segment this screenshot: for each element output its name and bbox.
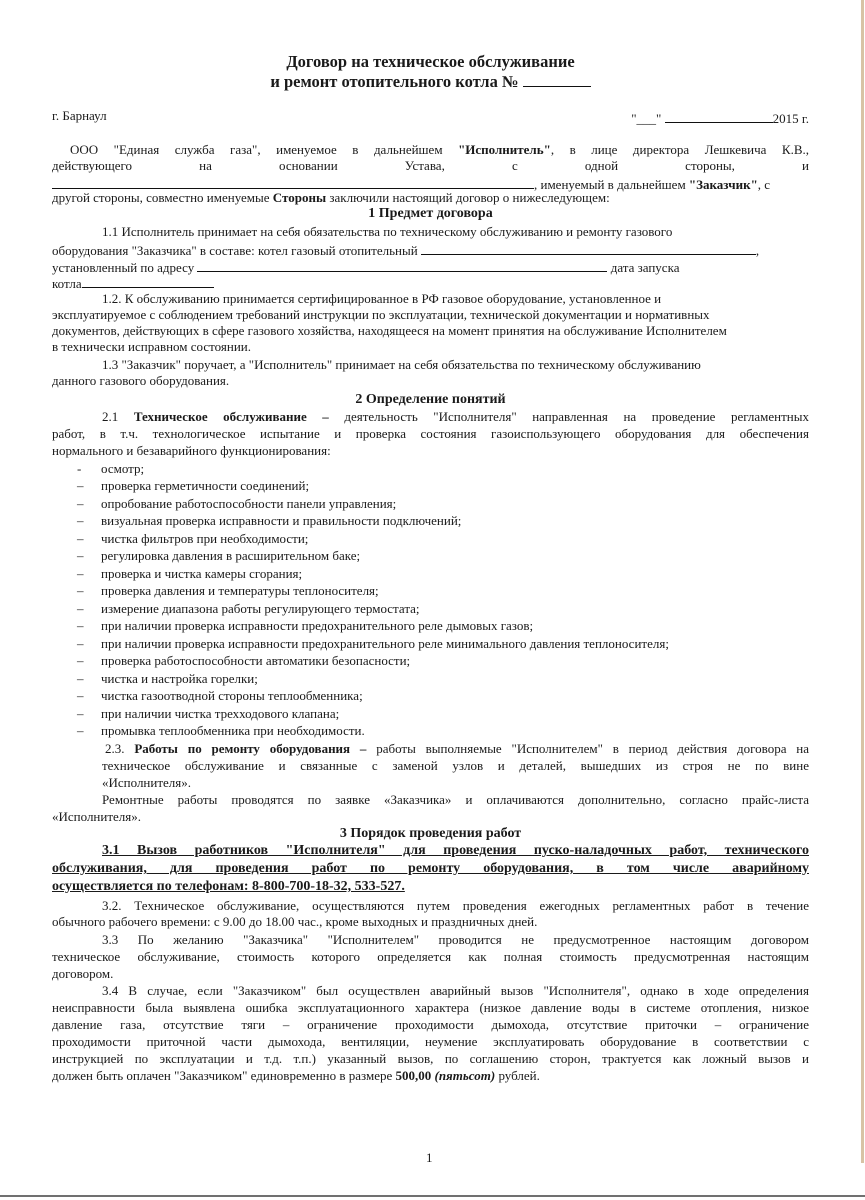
month-blank [665, 108, 773, 123]
amount-in-words: (пятьсот) [434, 1068, 496, 1083]
s2-p3-line3: «Исполнителя». [102, 775, 192, 790]
section-1-heading: 1 Предмет договора [368, 206, 493, 221]
text: визуальная проверка исправности и правильности подключений; [101, 513, 462, 528]
parties-term: Стороны [272, 190, 327, 205]
text: при наличии проверка исправности предохранительного реле дымовых газов; [101, 618, 534, 633]
false-call-amount: 500,00 [395, 1068, 432, 1083]
text: рублей. [495, 1068, 540, 1083]
dash: – [77, 636, 84, 651]
s1-p2-line2: эксплуатируемое с соблюдением требований инструкции по эксплуатации, технической документации и нормативных [52, 307, 710, 322]
text: проверка работоспособности автоматики безопасности; [101, 653, 411, 668]
address-blank [197, 257, 607, 272]
dash: – [77, 566, 84, 581]
text: 2.3. [105, 741, 135, 756]
text: чистка фильтров при необходимости; [101, 531, 309, 546]
text: , именуемый в дальнейшем [534, 177, 689, 192]
text: проверка и чистка камеры сгорания; [101, 566, 303, 581]
text: котла [52, 276, 82, 291]
dash: – [77, 601, 84, 616]
text: измерение диапазона работы регулирующего термостата; [101, 601, 420, 616]
text: , с [757, 177, 771, 192]
list-item [77, 688, 363, 704]
s3-p2-line2: обычного рабочего времени: с 9.00 до 18.00 час., кроме выходных и праздничных дней. [52, 914, 538, 929]
s2-p1-line3: нормального и безаварийного функционирования: [52, 443, 331, 458]
text: регулировка давления в расширительном баке; [101, 548, 361, 563]
dash: – [77, 618, 84, 633]
page-edge-right [861, 0, 864, 1163]
city: г. Барнаул [52, 108, 107, 123]
list-item [77, 513, 461, 529]
s2-p3-line2: техническое обслуживание и связанные с заменой узлов и деталей, вышедших из строя не по вине [102, 758, 809, 773]
text: деятельность "Исполнителя" направленная на проведение регламентных [328, 409, 809, 424]
term-repair: Работы по ремонту оборудования – [134, 741, 367, 756]
s1-p2-line3: документов, действующих в сфере газового хозяйства, находящееся на момент принятия на обслуживание Исполнителем [52, 323, 727, 338]
list-item [77, 671, 258, 687]
text: чистка и настройка горелки; [101, 671, 258, 686]
s3-p1-line2: обслуживания, для проведения работ по ремонту оборудования, в том числе аварийному [52, 861, 809, 876]
intro-line-4 [52, 190, 809, 206]
text: оборудования "Заказчика" в составе: котел газовый отопительный [52, 243, 418, 258]
s2-p4-line2: «Исполнителя». [52, 809, 142, 824]
text: установленный по адресу [52, 260, 195, 275]
dash: – [77, 688, 84, 703]
text: другой стороны, совместно именуемые [52, 190, 273, 205]
s3-p4-line3: давление газа, отсутствие тяги – ограничение проходимости дымохода, отсутствие приточки – ограничение [52, 1017, 809, 1032]
s1-p1-line4 [52, 273, 809, 292]
list-item [77, 548, 360, 564]
customer-term: "Заказчик" [688, 177, 758, 192]
text: проверка герметичности соединений; [101, 478, 310, 493]
s1-p3-line2: данного газового оборудования. [52, 373, 230, 388]
list-item [77, 706, 339, 722]
list-item [77, 636, 669, 652]
list-item [77, 601, 420, 617]
document-title-line2 [52, 72, 809, 92]
s3-p3-line1: 3.3 По желанию "Заказчика" "Исполнителем" проводится не предусмотренное настоящим договором [102, 932, 809, 947]
date [631, 108, 809, 127]
city-date-row [52, 108, 809, 124]
s2-p4-line1: Ремонтные работы проводятся по заявке «Заказчика» и оплачиваются дополнительно, согласно прайс-листа [102, 792, 809, 807]
document-title-line1: Договор на техническое обслуживание [286, 52, 575, 71]
day-blank: "___" [631, 111, 662, 126]
dash: – [77, 496, 84, 511]
list-item [77, 478, 309, 494]
intro-line-2: действующего на основании Устава, с одной стороны, и [52, 158, 809, 173]
list-item [77, 496, 396, 512]
dash: – [77, 671, 84, 686]
text: опробование работоспособности панели управления; [101, 496, 397, 511]
dash: – [77, 723, 84, 738]
s3-p1-line1: 3.1 Вызов работников "Исполнителя" для проведения пуско-наладочных работ, технического [102, 843, 809, 858]
dash: – [77, 706, 84, 721]
dash: – [77, 531, 84, 546]
section-2-heading: 2 Определение понятий [355, 392, 506, 407]
s3-p2-line1: 3.2. Техническое обслуживание, осуществляются путем проведения ежегодных регламентных работ в течение [102, 898, 809, 913]
dash: – [77, 478, 84, 493]
text: ООО "Единая служба газа", именуемое в дальнейшем [70, 142, 459, 157]
intro-line-1 [52, 142, 809, 158]
s2-p1-line1 [52, 409, 809, 425]
contract-number-blank [523, 72, 591, 87]
s3-p3-line2: техническое обслуживание, стоимость которого определяется как полная стоимость предусмотренная настоящим [52, 949, 809, 964]
s1-p2-line4: в технически исправном состоянии. [52, 339, 252, 354]
customer-name-blank [52, 174, 534, 189]
list-item [77, 566, 302, 582]
text: проверка давления и температуры теплоносителя; [101, 583, 379, 598]
title-text: и ремонт отопительного котла № [270, 72, 519, 91]
s2-p1-line2: работ, в т.ч. технологическое испытание и проверка состояния газоиспользующего оборудования для обеспечения [52, 426, 809, 441]
s3-p4-line4: проходимости приточной части дымохода, вентиляции, неумение эксплуатировать оборудование в соответствии с [52, 1034, 809, 1049]
boiler-model-blank [421, 240, 756, 255]
list-item [77, 618, 533, 634]
dash: – [77, 653, 84, 668]
list-item [77, 653, 410, 669]
section-3-heading: 3 Порядок проведения работ [339, 826, 522, 841]
text: при наличии чистка трехходового клапана; [101, 706, 340, 721]
page-number: 1 [426, 1150, 433, 1165]
text: чистка газоотводной стороны теплообменника; [101, 688, 363, 703]
list-item [77, 461, 144, 477]
s3-p4-line6 [52, 1068, 809, 1084]
dash: - [77, 461, 82, 476]
s3-p3-line3: договором. [52, 966, 114, 981]
text: осмотр; [101, 461, 145, 476]
dash: – [77, 583, 84, 598]
s1-p1-line2: оборудования "Заказчика" в составе: котел газовый отопительный , [52, 240, 809, 259]
s2-p3-line1 [52, 741, 809, 757]
list-item [77, 531, 308, 547]
s3-p4-line1: 3.4 В случае, если "Заказчиком" был осуществлен аварийный вызов "Исполнителя", однако в ходе определения [102, 983, 809, 998]
text: , в лице директора Лешкевича К.В., [550, 142, 809, 157]
text: промывка теплообменника при необходимости. [101, 723, 365, 738]
text: должен быть оплачен "Заказчиком" единовременно в размере [52, 1068, 396, 1083]
s3-p4-line5: инструкцией по эксплуатации и т.д. т.п.) указанный вызов, по соглашению сторон, трактуется как ложный вызов и [52, 1051, 809, 1066]
s1-p2-line1: 1.2. К обслуживанию принимается сертифицированное в РФ газовое оборудование, установленное и [102, 291, 662, 306]
list-item [77, 583, 379, 599]
text: заключили настоящий договор о нижеследующем: [326, 190, 610, 205]
term-maintenance: Техническое обслуживание – [133, 409, 329, 424]
text: дата запуска [610, 260, 680, 275]
text: 2.1 [102, 409, 134, 424]
s1-p3-line1: 1.3 "Заказчик" поручает, а "Исполнитель" принимает на себя обязательства по техническому обслуживанию [102, 357, 701, 372]
s3-p4-line2: неисправности была выявлена ошибка эксплуатационного характера (низкое давление воды в системе отопления, низкое [52, 1000, 809, 1015]
page-edge-bottom [0, 1195, 865, 1197]
s3-p1-line3-phones: осуществляется по телефонам: 8-800-700-18-32, 533-527. [52, 879, 405, 894]
dash: – [77, 548, 84, 563]
year: 2015 г. [772, 111, 809, 126]
s1-p1-line1: 1.1 Исполнитель принимает на себя обязательства по техническому обслуживанию и ремонту газового [102, 224, 673, 239]
executor-term: "Исполнитель" [458, 142, 551, 157]
text: при наличии проверка исправности предохранительного реле минимального давления теплоносителя; [101, 636, 669, 651]
launch-date-blank [82, 273, 214, 288]
dash: – [77, 513, 84, 528]
list-item [77, 723, 365, 739]
text: работы выполняемые "Исполнителем" в период действия договора на [366, 741, 810, 756]
